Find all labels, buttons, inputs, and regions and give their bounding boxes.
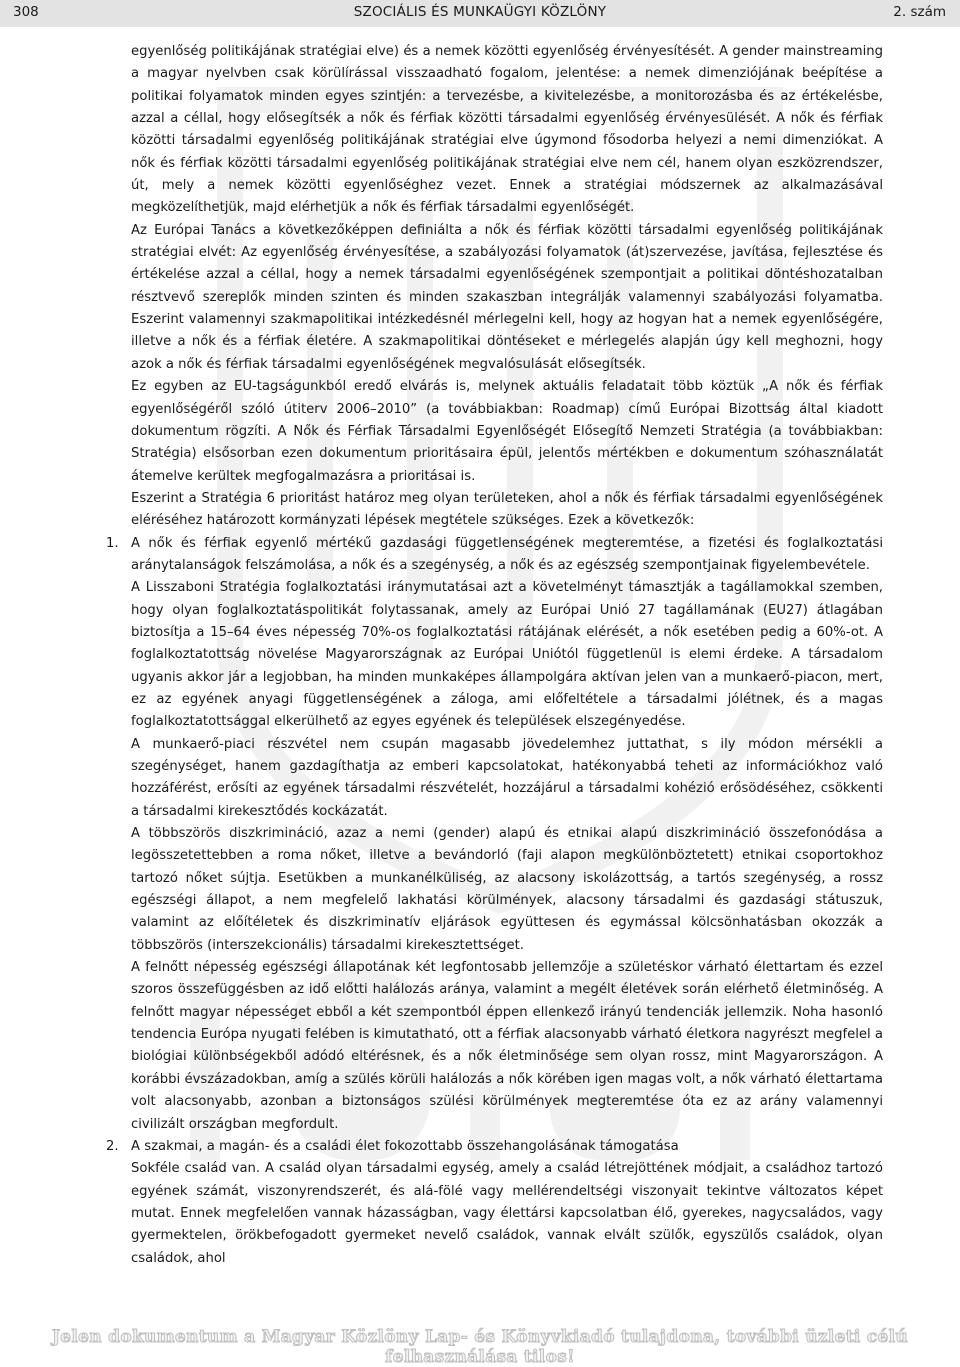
paragraph-gender-mainstreaming: egyenlőség politikájának stratégiai elve) és a nemek közötti egyenlőség érvényesítését. A gender mainstreaming a magyar nyelvben csak körülírással visszaadható fogalom, jelentése: a nemek dimenziójának beépítése a politikai folyamatok minden egyes szintjén: a tervezésbe, a kivitelezésbe, a monitorozásba és az értékelésbe, azzal a céllal, hogy elősegítsék a nők és férfiak közötti társadalmi egyenlőség érvényesülését. A nők és férfiak közötti társadalmi egyenlőség politikájának stratégiai elve úgymond fősodorba helyezi a nemi dimenziókat. A nők és férfiak közötti társadalmi egyenlőség politikájának stratégiai elve nem cél, hanem olyan eszközrendszer, út, mely a nemek közötti egyenlőséghez vezet. Ennek a stratégiai módszernek az alkalmazásával megközelíthetjük, majd elérhetjük a nők és férfiak társadalmi egyenlőségét. (131, 44, 883, 216)
list-item-2 (106, 1136, 883, 1158)
paragraph-six-priorities: Eszerint a Stratégia 6 prioritást határoz meg olyan területeken, ahol a nők és férfiak társadalmi egyenlőségének eléréséhez határozott kormányzati lépések megtétele szükséges. Ezek a következők: (131, 490, 883, 529)
list-item-2-text: A szakmai, a magán- és a családi élet fokozottabb összehangolásának támogatása (131, 1138, 679, 1154)
paragraph-health: A felnőtt népesség egészségi állapotának két legfontosabb jellemzője a születéskor várható élettartam és ezzel szoros összefüggésben az idő előtti halálozás aránya, valamint a megélt életévek során elérhető életminőség. A felnőtt magyar népességet ebből a két szempontból éppen ellenkező irányú tendenciák jellemzik. Noha hasonló tendencia Európa nyugati felében is kimutatható, ott a férfiak alacsonyabb várható életkora nagyrészt megfelel a biológiai különbségekből adódó eltérésnek, és a nők életminősége sem olyan rossz, mint Magyarországon. A korábbi évszázadokban, amíg a szülés körüli halálozás a nők körében igen magas volt, a nők várható élettartama volt alacsonyabb, azonban a biztonságos szülési körülmények megteremtése óta ez az arány valamennyi civilizált országban megfordult. (131, 960, 883, 1132)
paragraph-multiple-discrimination: A többszörös diszkrimináció, azaz a nemi (gender) alapú és etnikai alapú diszkrimináció összefonódása a legösszetettebben a roma nőket, illetve a bevándorló (faji alapon megkülönböztetett) etnikai csoportokhoz tartozó nőket sújtja. Esetükben a munkanélküliség, az alacsony iskolázottság, a tartós szegénység, a rossz egészségi állapot, a nem megfelelő lakhatási körülmények, alacsony társadalmi és gazdasági státuszuk, valamint az előítéletek és diszkriminatív eljárások együttesen és egymással kölcsönhatásban okozzák a többszörös (interszekcionális) társadalmi kirekesztettséget. (131, 826, 883, 953)
journal-title: SZOCIÁLIS ÉS MUNKAÜGYI KÖZLÖNY (353, 4, 607, 20)
paragraph-families: Sokféle család van. A család olyan társadalmi egység, amely a család létrejöttének módjait, a családhoz tartozó egyének számát, viszonyrendszerét, és alá-fölé vagy mellérendeltségi viszonyait tekintve változatos képet mutat. Ennek megfelelően vannak házasságban, vagy élettársi kapcsolatban élő, gyerekes, nagycsaládos, vagy gyermektelen, örökbefogadott gyermeket nevelő családok, vannak elvált szülők, egyszülős családok, olyan családok, ahol (131, 1161, 883, 1266)
paragraph-lisbon-strategy: A Lisszaboni Stratégia foglalkoztatási iránymutatásai azt a követelményt támasztják a tagállamokkal szemben, hogy olyan foglalkoztatáspolitikát folytassanak, amely az Európai Unió 27 tagállamának (EU27) átlagában biztosítja a 15–64 éves népesség 70%-os foglalkoztatási rátájának elérését, a nők esetében pedig a 60%-ot. A foglalkoztatottság növelése Magyarországnak az Európai Uniótól függetlenül is elemi érdeke. A társadalom ugyanis akkor jár a legjobban, ha minden munkaképes állampolgára aktívan jelen van a munkaerő-piacon, mert, ez az egyének anyagi függetlenségének a záloga, ami előfeltétele a társadalmi jólétnek, és a magas foglalkoztatottsággal elkerülhető az egyes egyének és települések elszegényedése. (131, 580, 883, 730)
list-item-1-text: A nők és férfiak egyenlő mértékű gazdasági függetlenségének megteremtése, a fizetési és foglalkoztatási aránytalanságok felszámolása, a nők és a szegénység, a nők és az egészség szempontjainak figyelembevétele. (131, 535, 883, 573)
list-number-2: 2. (106, 1138, 119, 1154)
paragraph-roadmap: Ez egyben az EU-tagságunkból eredő elvárás is, melynek aktuális feladatait több köztük „A nők és férfiak egyenlőségéről szóló útiterv 2006–2010” (a továbbiakban: Roadmap) című Európai Bizottság által kiadott dokumentum rögzíti. A Nők és Férfiak Társadalmi Egyenlőségét Elősegítő Nemzeti Stratégia (a továbbiakban: Stratégia) elsősorban ezen dokumentum prioritásaira épül, jelentős mértékben e dokumentum szóhasználatát átemelve kerültek megfogalmazásra a prioritásai is. (131, 379, 883, 484)
issue-number: 2. szám (893, 4, 946, 20)
paragraph-european-council: Az Európai Tanács a következőképpen definiálta a nők és férfiak közötti társadalmi egyenlőség politikájának stratégiai elvét: Az egyenlőség érvényesítése, a szabályozási folyamatok (át)szervezése, javítása, fejlesztése és értékelése azzal a céllal, hogy a nemek társadalmi egyenlőségének szempontjait a politikai döntéshozatalban résztvevő szereplők minden szinten és minden szakaszban integrálják valamennyi szabályozási folyamatba. Eszerint valamennyi szakmapolitikai intézkedésnél mérlegelni kell, hogy az hogyan hat a nemek egyenlőségére, illetve a nők és a férfiak életére. A szakmapolitikai döntéseket e mérlegelés alapján úgy kell meghozni, hogy azok a nők és férfiak társadalmi egyenlőségének megvalósulását elősegítsék. (131, 222, 883, 372)
page-header (0, 0, 960, 27)
document-body (106, 41, 883, 1270)
page-number: 308 (13, 4, 39, 20)
copyright-notice: Jelen dokumentum a Magyar Közlöny Lap- és Könyvkiadó tulajdona, további üzleti célú felhasználása tilos! (51, 1327, 909, 1367)
list-number-1: 1. (106, 535, 119, 551)
list-item-1 (106, 533, 883, 578)
paragraph-labour-market: A munkaerő-piaci részvétel nem csupán magasabb jövedelemhez juttathat, s ily módon mérsékli a szegénységet, hanem gazdagíthatja az emberi kapcsolatokat, hatékonyabbá teheti az információkhoz való hozzáférést, erősíti az egyének társadalmi részvételét, hozzájárul a társadalmi kohézió erősödéséhez, csökkenti a társadalmi kirekesztődés kockázatát. (131, 736, 883, 819)
